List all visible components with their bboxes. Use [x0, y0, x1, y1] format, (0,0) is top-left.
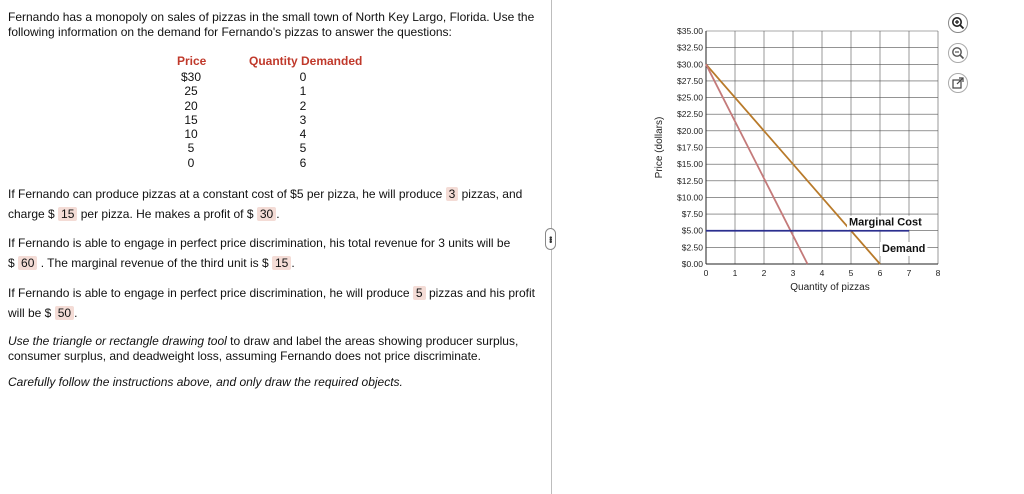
popout-button[interactable]	[948, 73, 968, 93]
price-cell: 25	[184, 84, 198, 99]
y-tick-label: $27.50	[677, 75, 703, 86]
x-tick-label: 6	[877, 268, 883, 278]
quantity-cell: 0	[299, 70, 307, 84]
price-cell: 5	[187, 141, 195, 156]
y-tick-label: $22.50	[677, 109, 703, 120]
quantity-cell: 2	[299, 98, 307, 113]
answer-marginal-revenue[interactable]: 15	[272, 256, 291, 270]
x-tick-label: 7	[906, 268, 912, 278]
y-tick-label: $20.00	[677, 125, 703, 136]
answer-quantity[interactable]: 3	[446, 187, 459, 201]
x-tick-label: 5	[848, 268, 854, 278]
y-tick-label: $15.00	[677, 159, 703, 170]
quantity-cell: 1	[299, 84, 307, 99]
y-tick-label: $10.00	[677, 192, 703, 203]
zoom-out-icon	[951, 46, 965, 60]
drawing-instructions: Use the triangle or rectangle drawing tool to draw and label the areas showing producer surplus, consumer surplus, and deadweight loss, assuming Fernando does not price discriminate.	[8, 334, 519, 363]
x-tick-label: 2	[761, 268, 767, 278]
price-cell: 20	[184, 98, 198, 113]
answer-profit[interactable]: 30	[257, 207, 276, 221]
y-tick-label: $30.00	[677, 59, 703, 70]
answer-pd-quantity[interactable]: 5	[413, 286, 426, 300]
answer-total-revenue[interactable]: 60	[18, 256, 37, 270]
y-axis-label: Price (dollars)	[654, 116, 665, 179]
y-tick-label: $7.50	[681, 209, 703, 220]
y-tick-label: $2.50	[681, 242, 703, 253]
price-cell: 10	[184, 127, 198, 142]
x-tick-label: 3	[790, 268, 796, 278]
price-header: Price	[177, 54, 207, 68]
intro-text: Fernando has a monopoly on sales of pizzas in the small town of North Key Largo, Florida. Use the following information on the demand for Fernando's pizzas to answer the questions:	[8, 10, 535, 39]
caution-instructions: Carefully follow the instructions above, and only draw the required objects.	[8, 375, 403, 389]
zoom-in-button[interactable]	[948, 13, 968, 33]
x-tick-label: 1	[732, 268, 738, 278]
y-tick-label: $25.00	[677, 92, 703, 103]
quantity-cell: 5	[299, 141, 307, 156]
quantity-header: Quantity Demanded	[249, 54, 363, 68]
demand-label: Demand	[882, 243, 926, 255]
y-tick-label: $12.50	[677, 175, 703, 186]
y-tick-label: $0.00	[681, 259, 703, 269]
y-tick-label: $5.00	[681, 225, 703, 236]
question-2: If Fernando is able to engage in perfect price discrimination, his total revenue for 3 units will be $ 60 . The marginal revenue of the third unit is $ 15 .	[8, 236, 511, 270]
y-tick-label: $32.50	[677, 42, 703, 53]
y-tick-label: $17.50	[677, 142, 703, 153]
zoom-out-button[interactable]	[948, 43, 968, 63]
x-tick-label: 8	[935, 268, 941, 278]
graph-area[interactable]	[640, 20, 950, 300]
y-tick-label: $35.00	[677, 26, 703, 36]
marginal-cost-label: Marginal Cost	[849, 216, 922, 229]
price-cell: $30	[180, 70, 202, 84]
answer-price[interactable]: 15	[58, 207, 77, 221]
price-cell: 0	[187, 155, 195, 170]
quantity-column	[294, 70, 312, 170]
x-tick-label: 4	[819, 268, 825, 278]
resize-handle[interactable]: •••	[545, 228, 556, 250]
x-axis-label: Quantity of pizzas	[790, 282, 870, 293]
price-column	[178, 70, 204, 170]
quantity-cell: 6	[299, 155, 307, 170]
x-tick-label: 0	[703, 268, 709, 278]
popout-icon	[952, 77, 964, 89]
price-cell: 15	[184, 112, 198, 127]
quantity-cell: 4	[299, 127, 307, 142]
zoom-in-icon	[951, 16, 965, 30]
question-1: If Fernando can produce pizzas at a constant cost of $5 per pizza, he will produce 3 pizzas, and charge $ 15 per pizza. He makes a profit of $ 30 .	[8, 187, 523, 221]
quantity-cell: 3	[299, 112, 307, 127]
answer-pd-profit[interactable]: 50	[55, 306, 74, 320]
question-3: If Fernando is able to engage in perfect price discrimination, he will produce 5 pizzas and his profit will be $ 50 .	[8, 286, 535, 320]
